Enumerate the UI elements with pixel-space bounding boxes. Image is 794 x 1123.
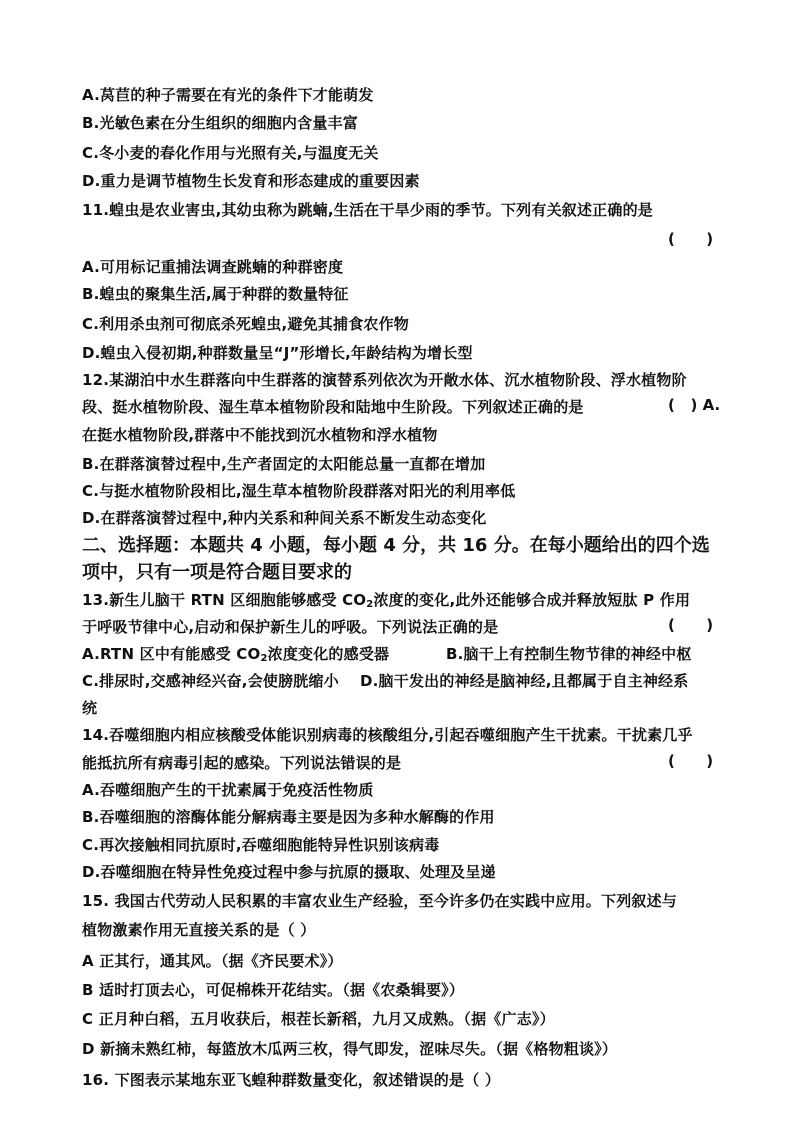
- q12-option-b: B.在群落演替过程中,生产者固定的太阳能总量一直都在增加: [82, 455, 486, 473]
- q15-option-b: B 适时打顶去心，可促棉株开花结实。（据《农桑辑要》）: [82, 981, 465, 999]
- q13-stem-part2: 浓度的变化,此外还能够合成并释放短肽 P 作用: [373, 591, 691, 609]
- q14-answer-paren: ( ): [668, 752, 714, 770]
- q14-option-a: A.吞噬细胞产生的干扰素属于免疫活性物质: [82, 781, 374, 799]
- q13-option-a-subscript: 2: [260, 653, 268, 664]
- q14-option-c: C.再次接触相同抗原时,吞噬细胞能特异性识别该病毒: [82, 836, 440, 854]
- q10-option-a: A.莴苣的种子需要在有光的条件下才能萌发: [82, 86, 374, 104]
- q13-stem-line1: [82, 589, 722, 616]
- q11-option-a: A.可用标记重捕法调查跳蝻的种群密度: [82, 258, 344, 276]
- q11-option-c: C.利用杀虫剂可彻底杀死蝗虫,避免其捕食农作物: [82, 315, 410, 333]
- q14-option-d: D.吞噬细胞在特异性免疫过程中参与抗原的摄取、处理及呈递: [82, 863, 496, 881]
- q13-answer-paren: ( ): [668, 616, 714, 634]
- q13-options-ab: [82, 643, 722, 670]
- q15-stem-line2: 植物激素作用无直接关系的是（ ）: [82, 921, 316, 939]
- q13-options-cd: [82, 670, 722, 692]
- q13-option-a: A.RTN 区中有能感受 CO: [82, 645, 261, 663]
- q13-option-d: D.脑干发出的神经是脑神经,且都属于自主神经系: [360, 672, 689, 690]
- q13-option-d-cont: 统: [82, 699, 98, 717]
- q10-option-b: B.光敏色素在分生组织的细胞内含量丰富: [82, 114, 358, 132]
- q13-option-a-cont: 浓度变化的感受器: [267, 645, 390, 663]
- q16-stem: 16. 下图表示某地东亚飞蝗种群数量变化，叙述错误的是（ ）: [82, 1071, 501, 1089]
- q10-option-d: D.重力是调节植物生长发育和形态建成的重要因素: [82, 172, 420, 190]
- section2-heading-line1: 二、选择题：本题共 4 小题，每小题 4 分，共 16 分。在每小题给出的四个选: [82, 535, 710, 556]
- q15-option-a: A 正其行，通其风。（据《齐民要术》）: [82, 952, 343, 970]
- q15-stem-line1: 15. 我国古代劳动人民积累的丰富农业生产经验，至今许多仍在实践中应用。下列叙述与: [82, 892, 677, 910]
- q12-option-d: D.在群落演替过程中,种内关系和种间关系不断发生动态变化: [82, 509, 487, 527]
- q13-stem-subscript: 2: [366, 599, 374, 610]
- q12-stem-line2: 段、挺水植物阶段、湿生草本植物阶段和陆地中生阶段。下列叙述正确的是: [82, 398, 584, 416]
- q11-stem: 11.蝗虫是农业害虫,其幼虫称为跳蝻,生活在干旱少雨的季节。下列有关叙述正确的是: [82, 201, 653, 219]
- q13-option-b: B.脑干上有控制生物节律的神经中枢: [446, 645, 692, 663]
- q15-option-c: C 正月种白稻，五月收获后，根茬长新稻，九月又成熟。（据《广志》）: [82, 1010, 555, 1028]
- q11-answer-paren: ( ): [668, 230, 714, 248]
- q13-option-c: C.排尿时,交感神经兴奋,会使膀胱缩小: [82, 672, 339, 690]
- q12-option-c: C.与挺水植物阶段相比,湿生草本植物阶段群落对阳光的利用率低: [82, 482, 516, 500]
- section2-heading-line2: 项中，只有一项是符合题目要求的: [82, 562, 352, 583]
- q14-option-b: B.吞噬细胞的溶酶体能分解病毒主要是因为多种水解酶的作用: [82, 808, 495, 826]
- q13-stem-line2: 于呼吸节律中心,启动和保护新生儿的呼吸。下列说法正确的是: [82, 618, 499, 636]
- q13-stem-part1: 13.新生儿脑干 RTN 区细胞能够感受 CO: [82, 591, 367, 609]
- q11-option-b: B.蝗虫的聚集生活,属于种群的数量特征: [82, 285, 349, 303]
- q14-stem-line2: 能抵抗所有病毒引起的感染。下列说法错误的是: [82, 754, 402, 772]
- q11-option-d: D.蝗虫入侵初期,种群数量呈“J”形增长,年龄结构为增长型: [82, 344, 473, 362]
- q10-option-c: C.冬小麦的春化作用与光照有关,与温度无关: [82, 144, 379, 162]
- q12-option-a: 在挺水植物阶段,群落中不能找到沉水植物和浮水植物: [82, 426, 438, 444]
- q14-stem-line1: 14.吞噬细胞内相应核酸受体能识别病毒的核酸组分,引起吞噬细胞产生干扰素。干扰素几乎: [82, 726, 693, 744]
- q15-option-d: D 新摘未熟红柿，每篮放木瓜两三枚，得气即发，涩味尽失。（据《格物粗谈》）: [82, 1040, 618, 1058]
- q12-stem-line1: 12.某湖泊中水生群落向中生群落的演替系列依次为开敞水体、沉水植物阶段、浮水植物阶: [82, 371, 687, 389]
- q12-answer-paren: ( ) A.: [668, 396, 721, 414]
